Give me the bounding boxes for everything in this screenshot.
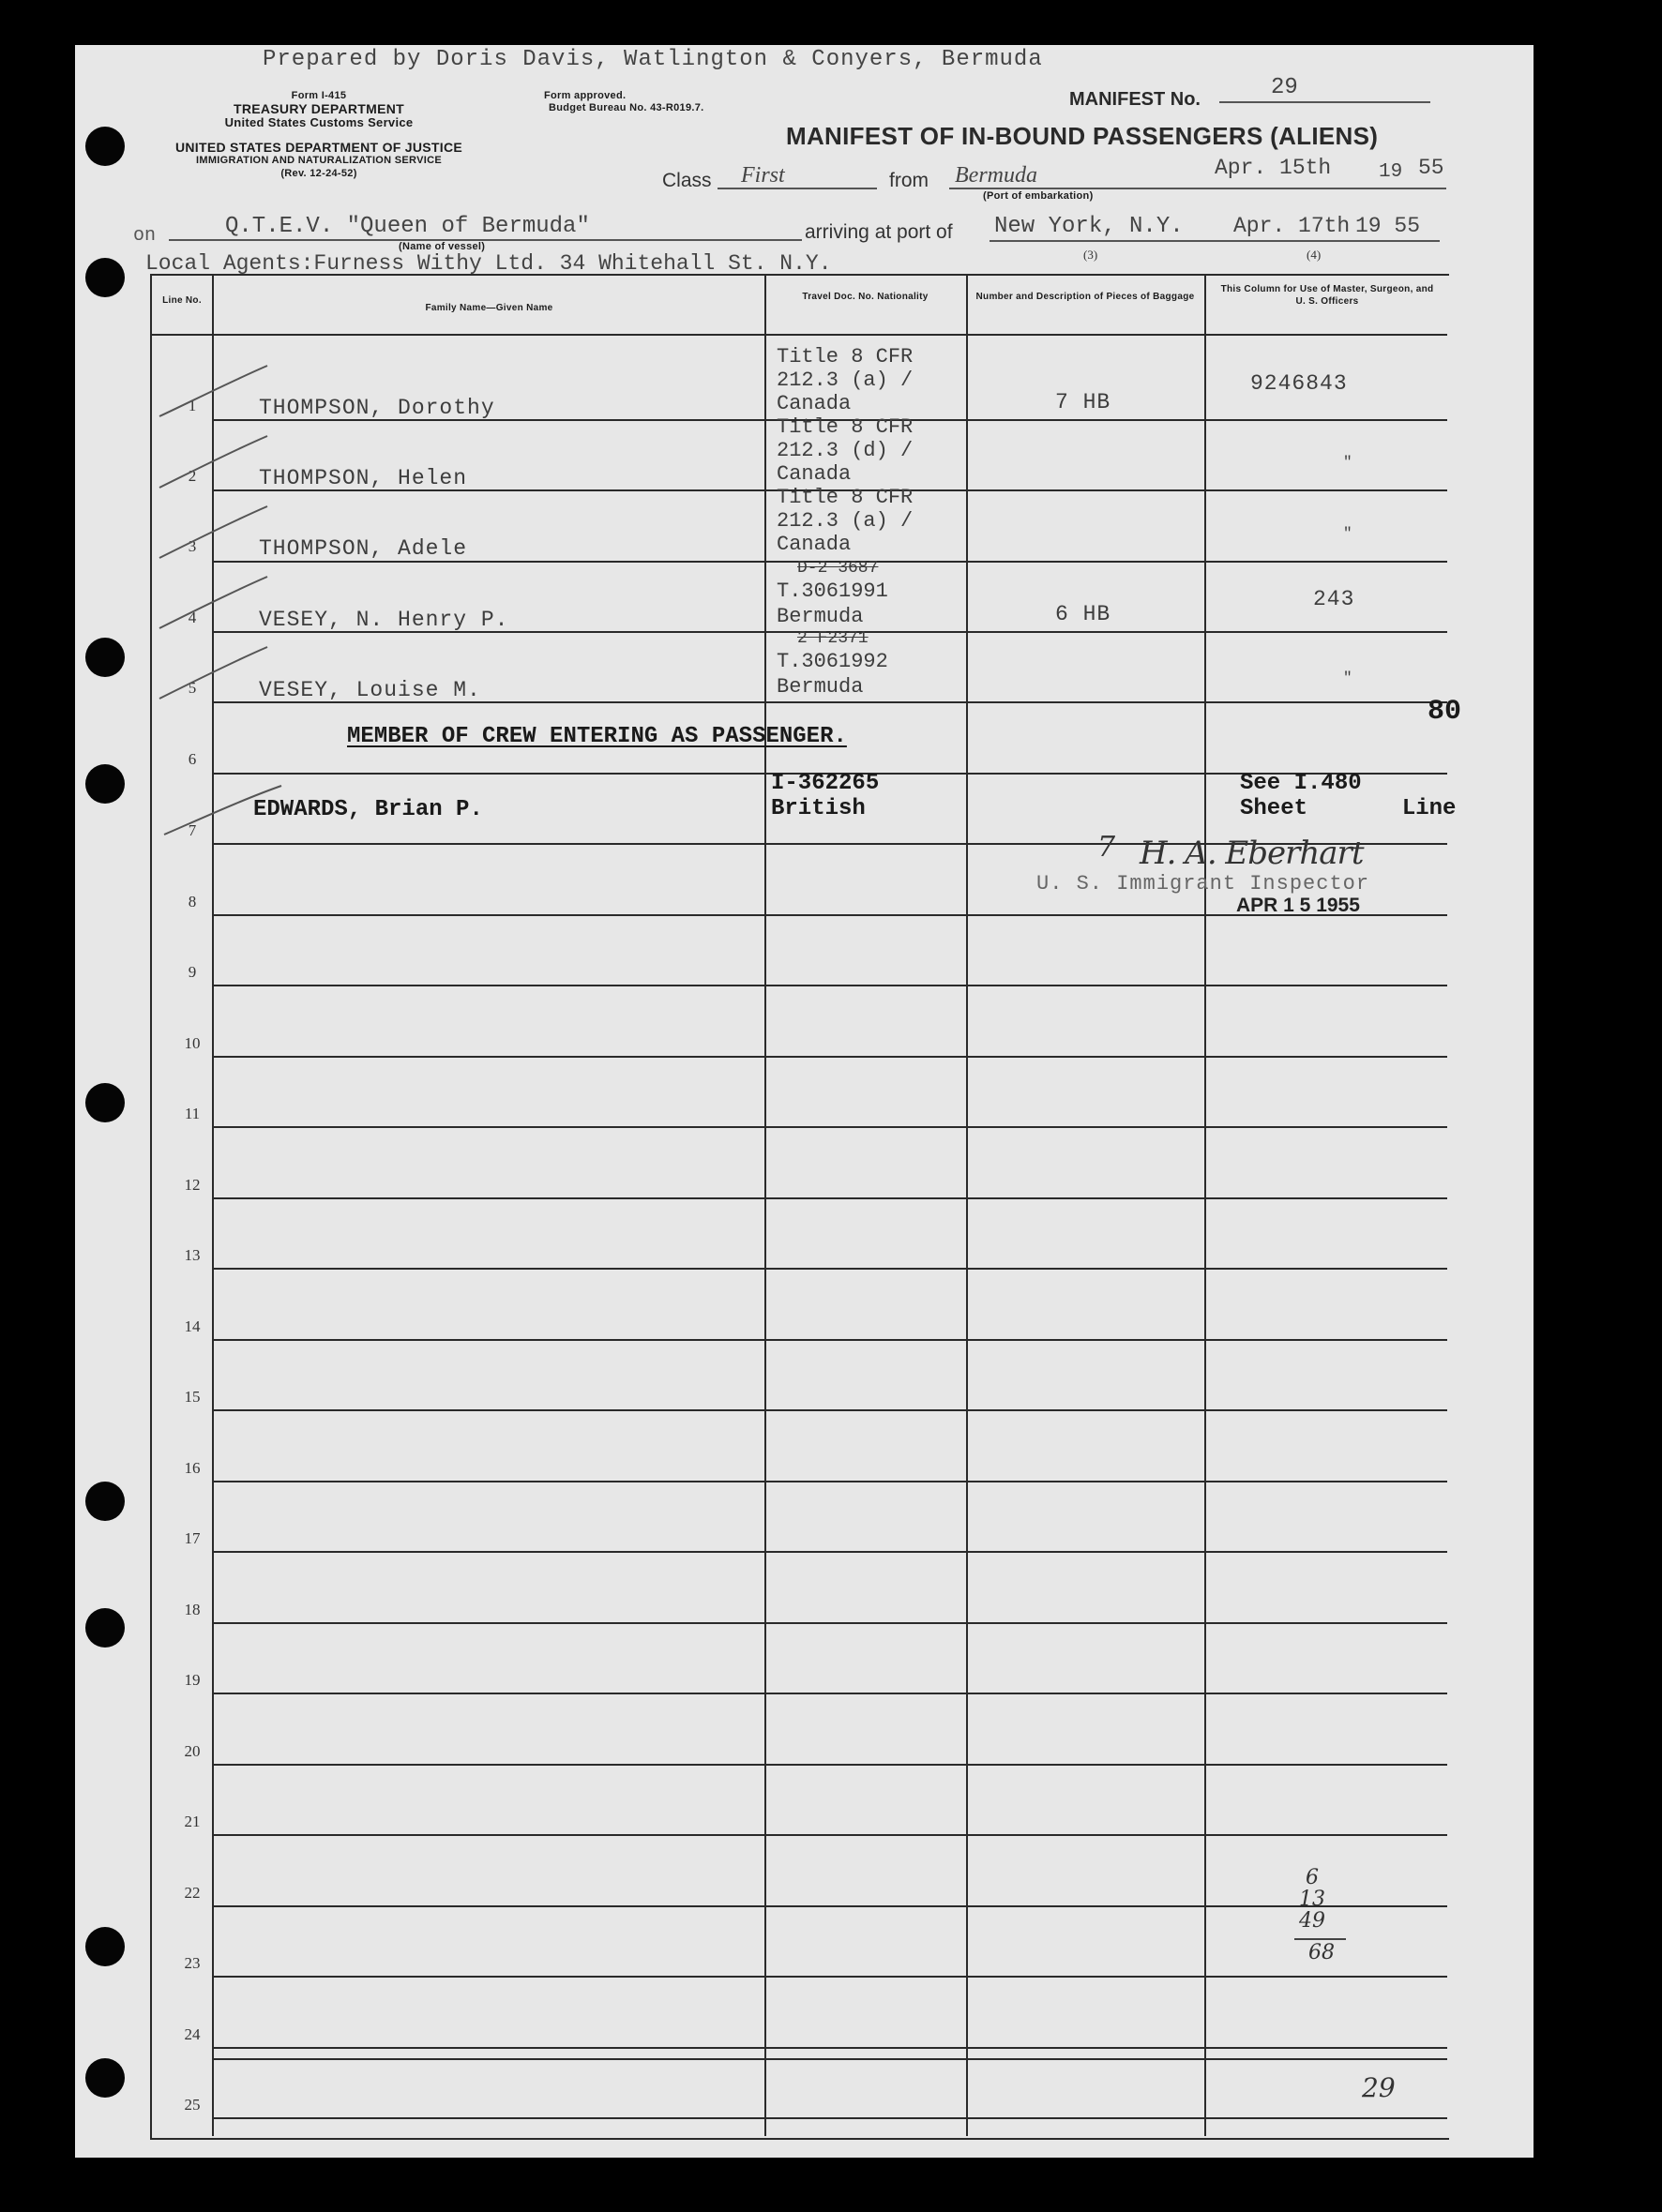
line-number: 10 [184, 1034, 201, 1052]
row-rule [214, 1551, 1447, 1553]
row-rule [214, 1268, 1447, 1270]
row-rule [214, 1693, 1447, 1694]
nationality: Bermuda [777, 675, 864, 699]
from-label: from [889, 170, 929, 191]
officer-entry: " [1343, 454, 1353, 471]
passenger-name: THOMPSON, Helen [259, 466, 468, 490]
local-agents: Local Agents:Furness Withy Ltd. 34 Whitehall St. N.Y. [145, 251, 832, 276]
officer-entry: " [1343, 670, 1353, 686]
line-number: 19 [184, 1671, 201, 1689]
budget-bureau: Budget Bureau No. 43-R019.7. [549, 102, 704, 113]
row-rule [214, 1834, 1447, 1836]
travel-doc-number: T.3061992 [777, 650, 888, 673]
binder-hole [85, 1927, 125, 1966]
binder-hole [85, 258, 125, 297]
vessel-caption: (Name of vessel) [399, 241, 486, 252]
line-number: 13 [184, 1246, 201, 1264]
travel-doc-line: Title 8 CFR [777, 415, 914, 439]
crew-heading: MEMBER OF CREW ENTERING AS PASSENGER. [347, 724, 847, 749]
inspector-signature: H. A. Eberhart [1140, 835, 1364, 872]
arrival-underline [990, 240, 1440, 242]
line-number: 24 [184, 2025, 201, 2043]
vessel-name: Q.T.E.V. "Queen of Bermuda" [225, 214, 590, 239]
col-header-name: Family Name—Given Name [425, 303, 553, 313]
row-rule [214, 1481, 1447, 1482]
check-marks [150, 356, 300, 713]
travel-doc-line: 212.3 (a) / [777, 369, 914, 392]
arrival-year: 19 55 [1355, 214, 1421, 238]
travel-doc-line: 212.3 (a) / [777, 509, 914, 533]
row-rule [214, 1409, 1447, 1411]
binder-hole [85, 1083, 125, 1122]
check-mark [159, 577, 267, 628]
binder-hole [85, 638, 125, 677]
from-value: Bermuda [955, 163, 1037, 188]
tally-number: 6 [1306, 1866, 1319, 1889]
line-number: 22 [184, 1884, 201, 1902]
col-header-baggage: Number and Description of Pieces of Baggage [975, 292, 1195, 302]
col-divider-name [764, 274, 766, 2136]
nationality: Canada [777, 462, 852, 486]
col-header-travel-doc: Travel Doc. No. Nationality [802, 292, 929, 302]
row-rule [214, 2058, 1447, 2060]
manifest-number-underline [1219, 101, 1430, 103]
treasury-department: TREASURY DEPARTMENT [233, 101, 404, 116]
nationality: Bermuda [777, 605, 864, 628]
column-note-3: (3) [1083, 248, 1098, 262]
passenger-name: VESEY, Louise M. [259, 678, 481, 702]
baggage: 6 HB [1055, 602, 1111, 626]
travel-doc-line: 212.3 (d) / [777, 439, 914, 462]
check-mark [159, 778, 300, 853]
class-label: Class [662, 170, 712, 191]
line-number: 7 [188, 821, 197, 839]
column-note-4: (4) [1307, 248, 1322, 262]
inspector-title: U. S. Immigrant Inspector [1036, 872, 1370, 895]
row-rule [214, 1622, 1447, 1624]
crew-doc-number: I-362265 [771, 771, 880, 796]
crew-officer-note: Sheet Line [1240, 796, 1457, 821]
line-number: 17 [184, 1529, 201, 1547]
travel-doc-line: Title 8 CFR [777, 345, 914, 369]
officer-entry: 9246843 [1250, 371, 1348, 396]
struck-doc-number: D-2 3687 [797, 559, 879, 578]
manifest-number-label: MANIFEST No. [1069, 89, 1201, 110]
line-number: 18 [184, 1601, 201, 1618]
travel-doc-number: T.3061991 [777, 579, 888, 603]
crew-name: EDWARDS, Brian P. [253, 797, 483, 822]
header-rule [150, 334, 1447, 336]
nationality: Canada [777, 392, 852, 415]
line-number: 1 [188, 397, 197, 414]
col-header-officers: This Column for Use of Master, Surgeon, and U. S. Officers [1220, 284, 1434, 307]
line-number: 21 [184, 1813, 201, 1830]
arriving-label: arriving at port of [805, 221, 953, 243]
struck-doc-number: 2 F2371 [797, 629, 869, 648]
manifest-title: MANIFEST OF IN-BOUND PASSENGERS (ALIENS) [786, 122, 1379, 150]
row-rule [214, 1976, 1447, 1978]
row-rule [214, 1056, 1447, 1058]
row-rule [214, 1339, 1447, 1341]
line-number: 23 [184, 1954, 201, 1972]
tally-rule [1294, 1938, 1346, 1940]
line-number: 20 [184, 1742, 201, 1760]
port-of-embarkation-caption: (Port of embarkation) [983, 190, 1094, 202]
col-header-line-no: Line No. [162, 295, 202, 306]
row-rule [214, 1905, 1447, 1907]
arrival-date: Apr. 17th [1233, 214, 1351, 238]
line-number: 16 [184, 1459, 201, 1477]
passenger-name: THOMPSON, Adele [259, 536, 468, 561]
line-number: 15 [184, 1388, 201, 1406]
baggage: 7 HB [1055, 390, 1111, 414]
tally-number: 13 [1299, 1888, 1325, 1911]
ins-label: IMMIGRATION AND NATURALIZATION SERVICE [196, 155, 442, 166]
row-rule [214, 1197, 1447, 1199]
arrival-port: New York, N.Y. [994, 214, 1184, 239]
col-divider-baggage [1204, 274, 1206, 2136]
departure-date: Apr. 15th [1215, 156, 1332, 180]
check-mark [159, 366, 267, 416]
manifest-number: 29 [1271, 75, 1298, 100]
row-rule [214, 2047, 1447, 2049]
form-approved: Form approved. [544, 90, 627, 101]
passenger-name: THOMPSON, Dorothy [259, 396, 495, 420]
line-number: 9 [188, 963, 197, 981]
check-mark [159, 506, 267, 558]
line-number: 3 [188, 537, 197, 555]
form-revision: (Rev. 12-24-52) [280, 168, 357, 179]
crew-nationality: British [771, 796, 866, 821]
line-number: 8 [188, 893, 197, 910]
binder-hole [85, 1608, 125, 1648]
row-rule [214, 985, 1447, 986]
row-rule [214, 2117, 1447, 2119]
row-rule [214, 1126, 1447, 1128]
binder-hole [85, 127, 125, 166]
class-value: First [741, 163, 785, 188]
tally-total: 68 [1308, 1941, 1335, 1964]
line-number: 6 [188, 750, 197, 768]
departure-year-prefix: 19 [1379, 161, 1403, 183]
margin-count: 80 [1428, 696, 1462, 728]
officer-entry: 243 [1313, 587, 1355, 611]
binder-hole [85, 764, 125, 804]
line-number: 12 [184, 1176, 201, 1194]
prepared-by: Prepared by Doris Davis, Watlington & Conyers, Bermuda [263, 47, 1043, 72]
row-rule [214, 1764, 1447, 1766]
departure-year: 55 [1418, 156, 1444, 180]
vessel-underline [169, 239, 802, 241]
line-number: 2 [188, 467, 197, 485]
on-label: on [133, 225, 157, 247]
col-divider-doc [966, 274, 968, 2136]
line-number: 11 [184, 1105, 201, 1122]
line-number: 25 [184, 2096, 201, 2114]
passenger-name: VESEY, N. Henry P. [259, 608, 509, 632]
department-of-justice: UNITED STATES DEPARTMENT OF JUSTICE [174, 140, 463, 155]
page-number: 29 [1362, 2072, 1396, 2103]
line-number: 5 [188, 679, 197, 697]
line-number: 14 [184, 1317, 201, 1335]
crew-officer-note: See I.480 [1240, 771, 1362, 796]
nationality: Canada [777, 533, 852, 556]
inspector-date-stamp: APR 1 5 1955 [1236, 895, 1360, 916]
travel-doc-line: Title 8 CFR [777, 486, 914, 509]
line-number: 4 [188, 609, 197, 626]
officer-entry: " [1343, 525, 1353, 542]
binder-hole [85, 2058, 125, 2098]
check-mark [159, 436, 267, 488]
inspector-initial: 7 [1097, 831, 1116, 864]
check-mark [159, 647, 267, 699]
customs-service: United States Customs Service [224, 115, 414, 129]
tally-number: 49 [1299, 1909, 1325, 1933]
form-number: Form I-415 [291, 90, 347, 101]
binder-hole [85, 1482, 125, 1521]
